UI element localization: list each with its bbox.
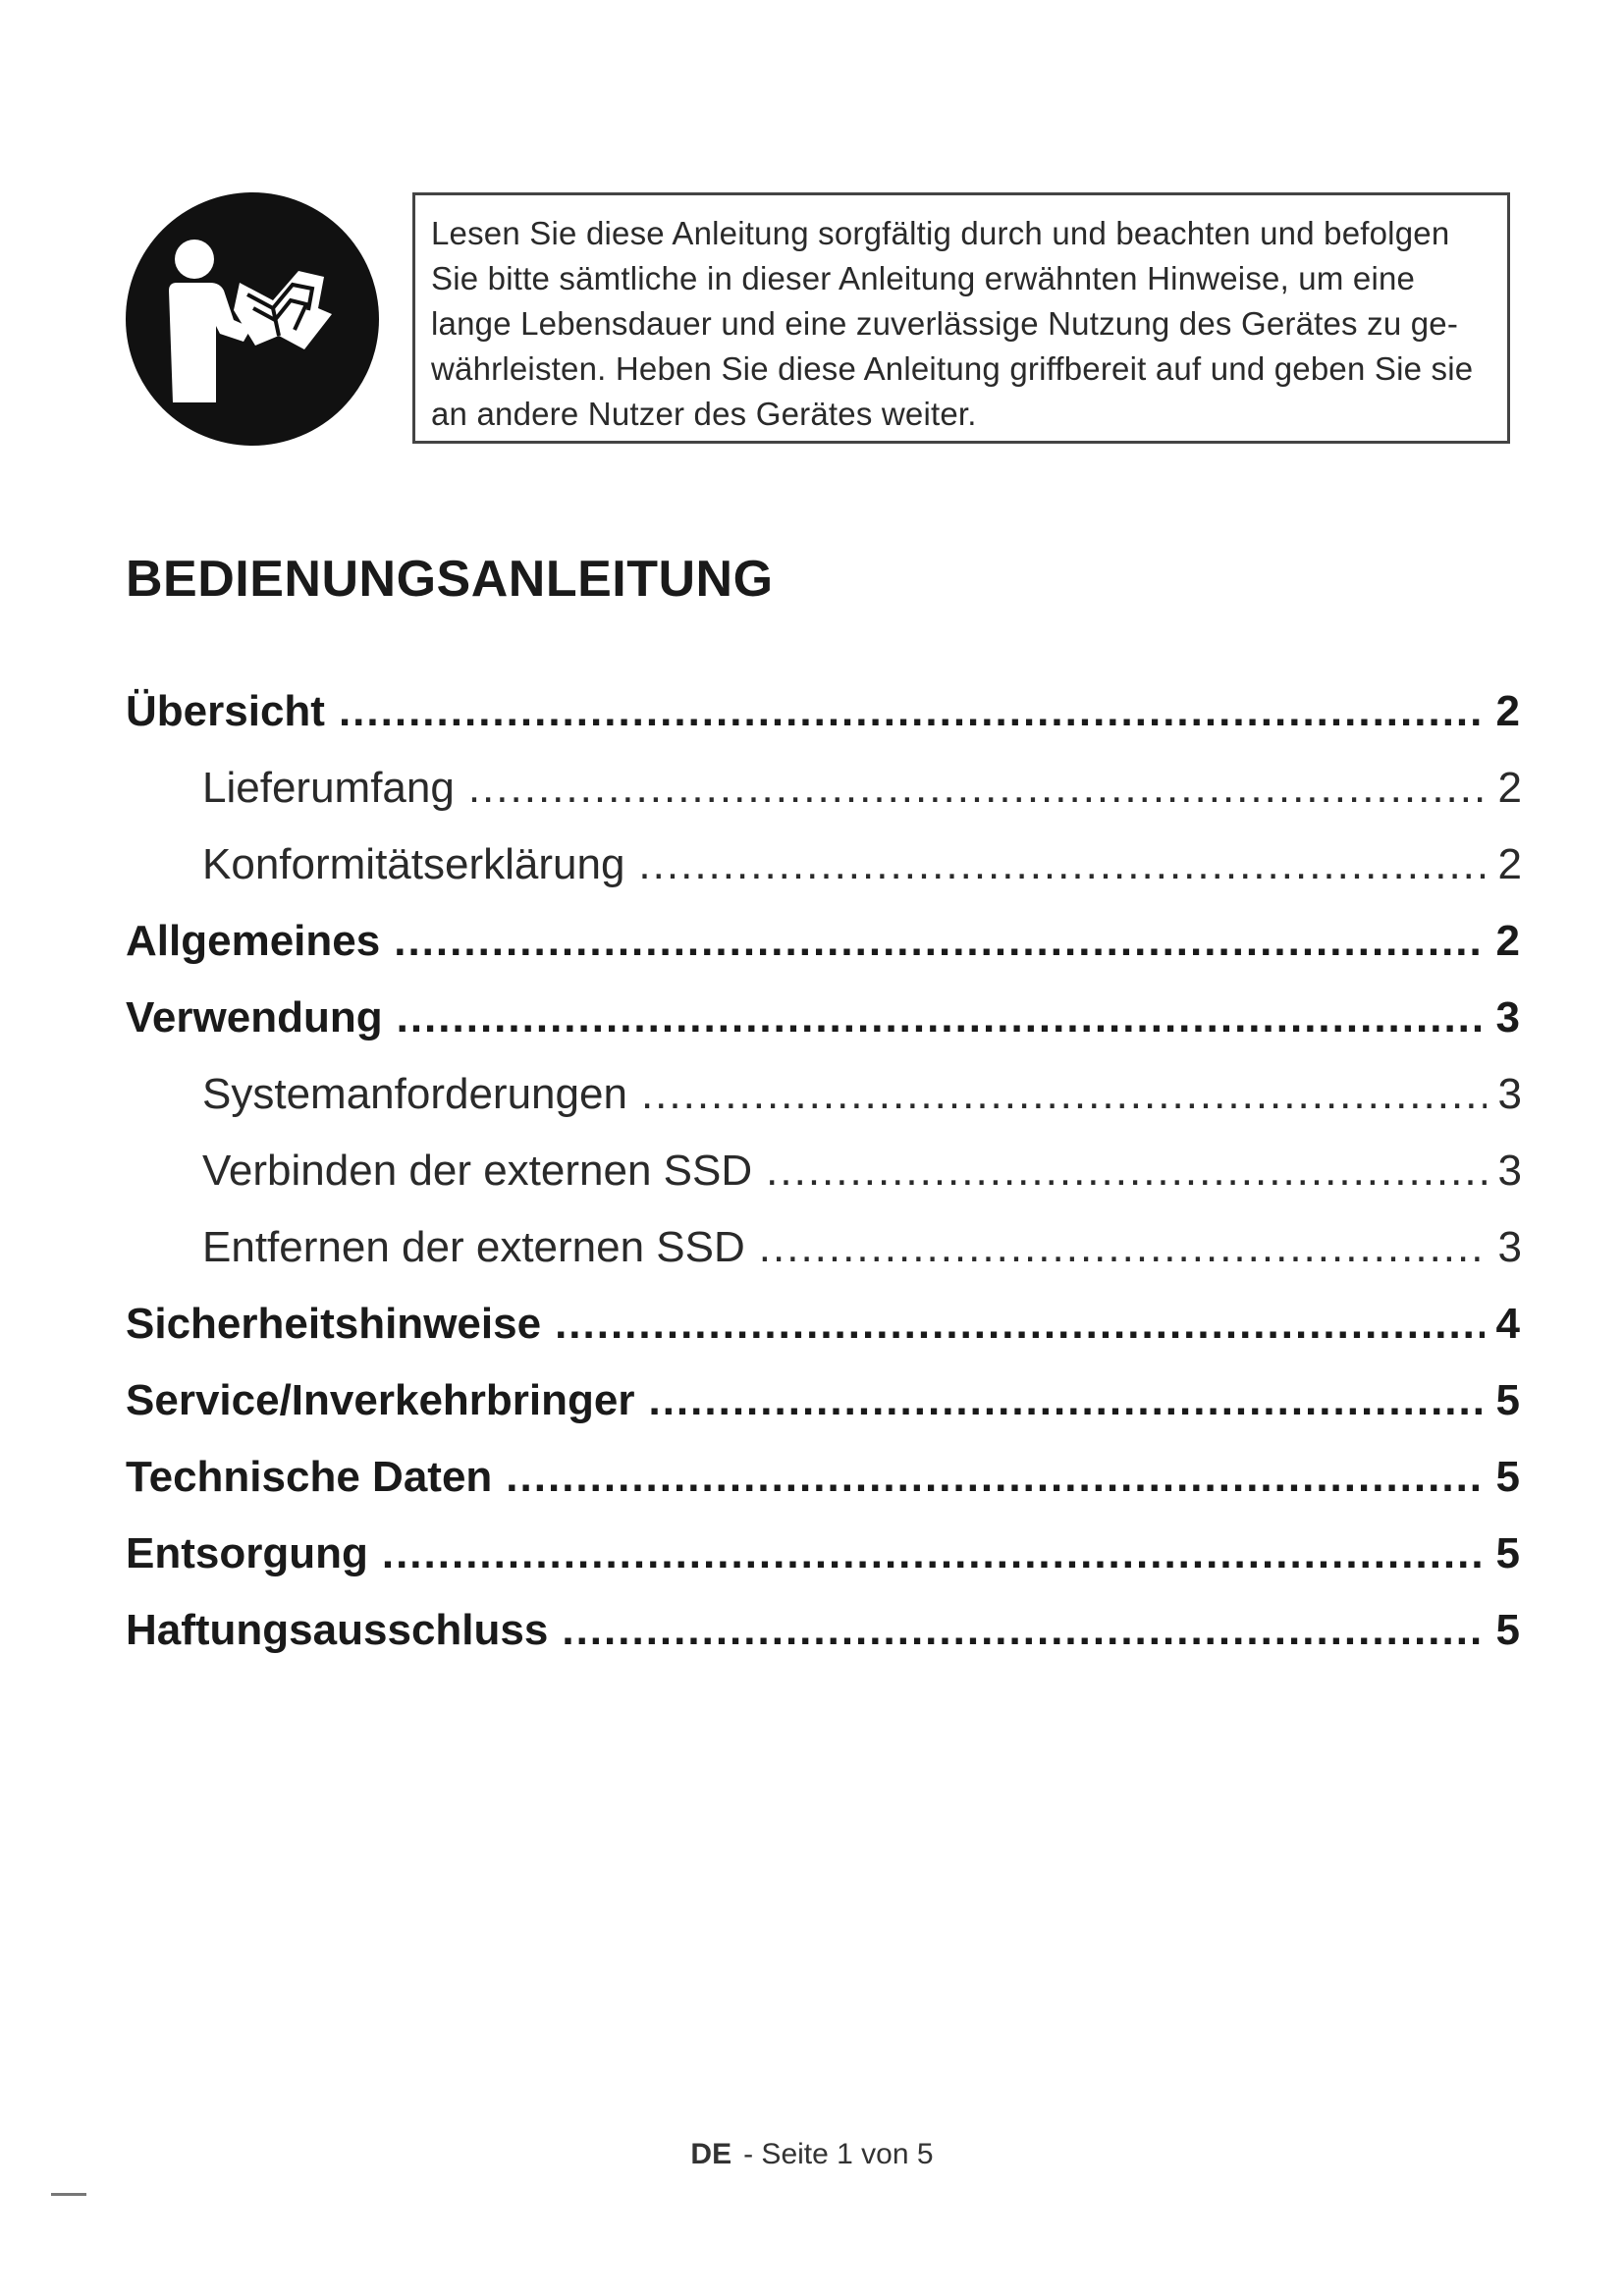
toc-entry-lieferumfang[interactable] bbox=[202, 764, 1522, 823]
toc-entry-label: Verbinden der externen SSD bbox=[202, 1147, 753, 1195]
toc-entry-konformitaetserklaerung[interactable] bbox=[202, 840, 1522, 899]
toc-entry-verwendung[interactable] bbox=[126, 993, 1520, 1052]
toc-entry-page: 5 bbox=[1495, 1529, 1520, 1577]
toc-dot-leader bbox=[382, 1529, 1485, 1578]
toc-entry-page: 3 bbox=[1497, 1223, 1522, 1271]
toc-entry-page: 5 bbox=[1495, 1606, 1520, 1654]
toc-entry-page: 3 bbox=[1495, 993, 1520, 1041]
toc-dot-leader bbox=[638, 840, 1487, 889]
toc-dot-leader bbox=[555, 1300, 1485, 1349]
toc-entry-sicherheitshinweise[interactable] bbox=[126, 1300, 1520, 1359]
toc-dot-leader bbox=[468, 764, 1487, 813]
toc-entry-page: 4 bbox=[1495, 1300, 1520, 1348]
toc-entry-page: 2 bbox=[1495, 917, 1520, 965]
footer-page-number: - Seite 1 von 5 bbox=[743, 2138, 934, 2170]
toc-entry-label: Allgemeines bbox=[126, 917, 381, 965]
toc-dot-leader bbox=[394, 917, 1485, 966]
toc-entry-page: 3 bbox=[1497, 1147, 1522, 1195]
footer-language: DE bbox=[690, 2138, 732, 2170]
toc-entry-page: 3 bbox=[1497, 1070, 1522, 1118]
notice-line: lange Lebensdauer und eine zuverlässige Nutzung des Gerätes zu ge- bbox=[431, 305, 1459, 342]
toc-entry-allgemeines[interactable] bbox=[126, 917, 1520, 976]
notice-line: Lesen Sie diese Anleitung sorgfältig durch und beachten und befolgen bbox=[431, 215, 1450, 251]
toc-entry-label: Entsorgung bbox=[126, 1529, 368, 1577]
toc-entry-entsorgung[interactable] bbox=[126, 1529, 1520, 1588]
toc-dot-leader bbox=[759, 1223, 1487, 1272]
toc-entry-page: 5 bbox=[1495, 1453, 1520, 1501]
toc-entry-systemanforderungen[interactable] bbox=[202, 1070, 1522, 1129]
toc-dot-leader bbox=[648, 1376, 1485, 1425]
toc-entry-service[interactable] bbox=[126, 1376, 1520, 1435]
toc-entry-label: Technische Daten bbox=[126, 1453, 493, 1501]
toc-entry-page: 2 bbox=[1497, 840, 1522, 888]
notice-line: Sie bitte sämtliche in dieser Anleitung erwähnten Hinweise, um eine bbox=[431, 260, 1416, 296]
toc-entry-page: 5 bbox=[1495, 1376, 1520, 1424]
document-title: BEDIENUNGSANLEITUNG bbox=[126, 551, 774, 608]
instructions-notice-box bbox=[412, 192, 1510, 444]
toc-entry-haftungsausschluss[interactable] bbox=[126, 1606, 1520, 1665]
toc-entry-label: Übersicht bbox=[126, 687, 325, 735]
notice-line: an andere Nutzer des Gerätes weiter. bbox=[431, 396, 977, 432]
toc-entry-page: 2 bbox=[1497, 764, 1522, 812]
page-footer bbox=[0, 2138, 1624, 2171]
toc-dot-leader bbox=[641, 1070, 1487, 1119]
toc-dot-leader bbox=[562, 1606, 1485, 1655]
toc-dot-leader bbox=[339, 687, 1485, 736]
toc-entry-entfernen-ssd[interactable] bbox=[202, 1223, 1522, 1282]
toc-entry-label: Service/Inverkehrbringer bbox=[126, 1376, 635, 1424]
toc-entry-verbinden-ssd[interactable] bbox=[202, 1147, 1522, 1205]
toc-entry-page: 2 bbox=[1495, 687, 1520, 735]
toc-entry-label: Konformitätserklärung bbox=[202, 840, 625, 888]
toc-dot-leader bbox=[506, 1453, 1485, 1502]
toc-dot-leader bbox=[397, 993, 1485, 1042]
toc-dot-leader bbox=[766, 1147, 1487, 1196]
toc-entry-label: Lieferumfang bbox=[202, 764, 455, 812]
toc-entry-label: Haftungsausschluss bbox=[126, 1606, 549, 1654]
toc-entry-label: Sicherheitshinweise bbox=[126, 1300, 542, 1348]
toc-entry-technische-daten[interactable] bbox=[126, 1453, 1520, 1512]
toc-entry-label: Systemanforderungen bbox=[202, 1070, 627, 1118]
notice-line: währleisten. Heben Sie diese Anleitung griffbereit auf und geben Sie sie bbox=[431, 350, 1474, 387]
toc-entry-label: Verwendung bbox=[126, 993, 383, 1041]
toc-entry-uebersicht[interactable] bbox=[126, 687, 1520, 746]
scan-mark bbox=[51, 2193, 86, 2196]
toc-entry-label: Entfernen der externen SSD bbox=[202, 1223, 745, 1271]
read-manual-icon bbox=[126, 192, 379, 446]
